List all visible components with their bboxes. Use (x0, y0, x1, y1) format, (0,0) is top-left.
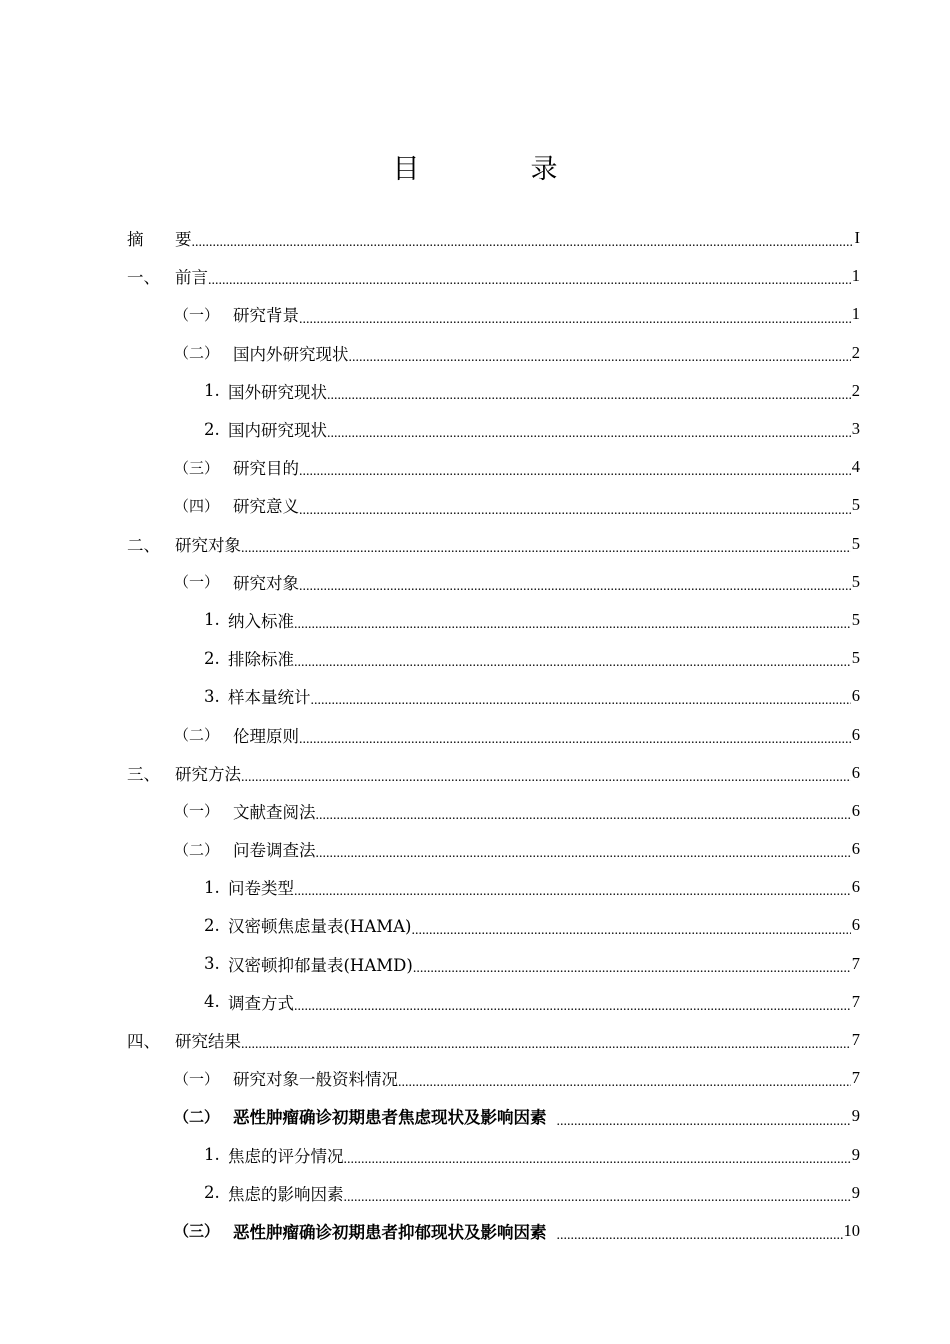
toc-page-number: 5 (851, 571, 860, 591)
toc-entry-number: 四、 (127, 1032, 160, 1052)
toc-dot-leader (241, 544, 851, 554)
toc-entry-number: 3. (204, 954, 220, 974)
toc-page-number: 6 (851, 800, 860, 820)
toc-entry[interactable] (127, 792, 860, 830)
toc-page-number: 7 (851, 1068, 860, 1088)
toc-page-number: I (854, 228, 860, 248)
toc-dot-leader (299, 735, 851, 745)
toc-page-number: 2 (851, 342, 860, 362)
toc-entry-label: 恶性肿瘤确诊初期患者抑郁现状及影响因素 (233, 1222, 547, 1242)
toc-dot-leader (316, 849, 851, 859)
toc-page-number: 2 (851, 380, 860, 400)
toc-entry-number: 一、 (127, 268, 160, 288)
toc-entry-label: 纳入标准 (228, 611, 294, 631)
toc-dot-leader (208, 276, 851, 286)
toc-entry-number: 3. (204, 686, 220, 706)
toc-entry-number: （二） (174, 1107, 220, 1126)
toc-dot-leader (299, 315, 851, 325)
toc-dot-leader (327, 429, 851, 439)
toc-entry-number: （二） (174, 726, 220, 745)
toc-entry-label: 国内外研究现状 (233, 344, 349, 364)
toc-dot-leader (299, 506, 851, 516)
toc-dot-leader (398, 1078, 851, 1088)
toc-entry-number: 1. (204, 877, 220, 897)
toc-entry-number: （一） (174, 573, 220, 592)
toc-entry-label: 国外研究现状 (228, 382, 327, 402)
toc-entry-number: （二） (174, 344, 220, 363)
toc-entry[interactable] (127, 334, 860, 372)
toc-entry[interactable] (127, 983, 860, 1021)
toc-entry-number: （二） (174, 840, 220, 859)
toc-entry-label: 研究对象一般资料情况 (233, 1070, 398, 1090)
toc-dot-leader (316, 811, 851, 821)
toc-page-number: 7 (851, 991, 860, 1011)
toc-entry-number: （三） (174, 1222, 220, 1241)
toc-entry[interactable] (127, 601, 860, 639)
toc-entry-label: 研究意义 (233, 497, 299, 517)
toc-page-number: 6 (851, 877, 860, 897)
toc-entry-label: 焦虑的评分情况 (228, 1146, 344, 1166)
toc-page-number: 6 (851, 839, 860, 859)
toc-dot-leader (299, 582, 851, 592)
table-of-contents (127, 219, 860, 1250)
toc-entry-label: 前言 (175, 268, 208, 288)
toc-entry-label: 伦理原则 (233, 726, 299, 746)
toc-entry-label: 国内研究现状 (228, 421, 327, 441)
toc-page-number: 7 (851, 953, 860, 973)
toc-entry-label: 排除标准 (228, 650, 294, 670)
toc-entry[interactable] (127, 525, 860, 563)
toc-entry-label: 研究目的 (233, 459, 299, 479)
toc-entry-label: 研究背景 (233, 306, 299, 326)
toc-entry[interactable] (127, 563, 860, 601)
toc-entry-label: 焦虑的影响因素 (228, 1184, 344, 1204)
toc-dot-leader (557, 1231, 843, 1241)
toc-dot-leader (344, 1155, 851, 1165)
toc-page-number: 6 (851, 915, 860, 935)
toc-page-number: 9 (851, 1182, 860, 1202)
toc-entry-number: （四） (174, 496, 220, 515)
toc-entry[interactable] (127, 945, 860, 983)
toc-dot-leader (557, 1117, 851, 1127)
toc-entry-number: （一） (174, 802, 220, 821)
toc-entry-number: 4. (204, 992, 220, 1012)
toc-entry-number: 2. (204, 419, 220, 439)
toc-entry[interactable] (127, 1097, 860, 1135)
toc-dot-leader (311, 696, 851, 706)
toc-entry[interactable] (127, 906, 860, 944)
toc-page-number: 5 (851, 648, 860, 668)
toc-page-number: 5 (851, 609, 860, 629)
toc-dot-leader (294, 1002, 851, 1012)
toc-entry-label: 研究结果 (175, 1032, 241, 1052)
toc-entry-number: 2. (204, 915, 220, 935)
toc-page-number: 6 (851, 686, 860, 706)
toc-entry[interactable] (127, 219, 860, 257)
toc-page-number: 7 (851, 1030, 860, 1050)
toc-dot-leader (294, 620, 851, 630)
toc-dot-leader (412, 926, 851, 936)
toc-dot-leader (344, 1193, 851, 1203)
toc-page-number: 1 (851, 266, 860, 286)
toc-entry-number: 2. (204, 1183, 220, 1203)
toc-dot-leader (241, 773, 851, 783)
toc-dot-leader (294, 658, 851, 668)
toc-entry-label: 调查方式 (228, 993, 294, 1013)
toc-page-number: 10 (843, 1220, 860, 1240)
toc-entry-number: 二、 (127, 535, 160, 555)
toc-dot-leader (349, 353, 851, 363)
toc-page-number: 3 (851, 419, 860, 439)
toc-page-number: 9 (851, 1144, 860, 1164)
toc-entry[interactable] (127, 868, 860, 906)
toc-page-number: 4 (851, 457, 860, 477)
toc-entry-number: （三） (174, 458, 220, 477)
toc-title: 目 录 (392, 154, 600, 185)
toc-dot-leader (241, 1040, 851, 1050)
toc-page-number: 6 (851, 762, 860, 782)
toc-entry[interactable] (127, 1059, 860, 1097)
toc-dot-leader (294, 887, 851, 897)
toc-entry[interactable] (127, 410, 860, 448)
toc-entry-label: 要 (175, 230, 192, 250)
toc-entry[interactable] (127, 1174, 860, 1212)
toc-entry-label: 研究对象 (175, 535, 241, 555)
toc-entry[interactable] (127, 639, 860, 677)
toc-page-number: 1 (851, 304, 860, 324)
toc-entry[interactable] (127, 754, 860, 792)
toc-entry-label: 研究对象 (233, 573, 299, 593)
toc-entry[interactable] (127, 372, 860, 410)
toc-entry-label: 汉密顿抑郁量表(HAMD) (228, 955, 413, 975)
toc-entry[interactable] (127, 295, 860, 333)
toc-entry[interactable] (127, 1212, 860, 1250)
toc-entry[interactable] (127, 448, 860, 486)
toc-page-number: 6 (851, 724, 860, 744)
toc-entry-number: 2. (204, 648, 220, 668)
toc-entry[interactable] (127, 1136, 860, 1174)
toc-entry-number: 1. (204, 381, 220, 401)
toc-entry[interactable] (127, 1021, 860, 1059)
toc-entry-number: 摘 (127, 230, 177, 250)
toc-entry-label: 问卷调查法 (233, 841, 316, 861)
toc-page-number: 5 (851, 533, 860, 553)
toc-entry-number: 1. (204, 610, 220, 630)
toc-entry-number: （一） (174, 305, 220, 324)
toc-page-number: 9 (851, 1106, 860, 1126)
toc-entry[interactable] (127, 486, 860, 524)
toc-dot-leader (299, 467, 851, 477)
toc-dot-leader (413, 964, 851, 974)
toc-entry-label: 样本量统计 (228, 688, 311, 708)
toc-entry-number: 1. (204, 1145, 220, 1165)
toc-entry-label: 研究方法 (175, 764, 241, 784)
toc-entry-label: 恶性肿瘤确诊初期患者焦虑现状及影响因素 (233, 1108, 547, 1128)
toc-entry-number: 三、 (127, 764, 160, 784)
toc-entry-label: 文献查阅法 (233, 802, 316, 822)
toc-entry[interactable] (127, 257, 860, 295)
toc-dot-leader (192, 238, 854, 248)
toc-dot-leader (327, 391, 851, 401)
toc-entry-label: 汉密顿焦虑量表(HAMA) (228, 917, 412, 937)
toc-entry-label: 问卷类型 (228, 879, 294, 899)
toc-entry[interactable] (127, 830, 860, 868)
toc-entry[interactable] (127, 715, 860, 753)
toc-page-number: 5 (851, 495, 860, 515)
toc-entry[interactable] (127, 677, 860, 715)
toc-entry-number: （一） (174, 1069, 220, 1088)
